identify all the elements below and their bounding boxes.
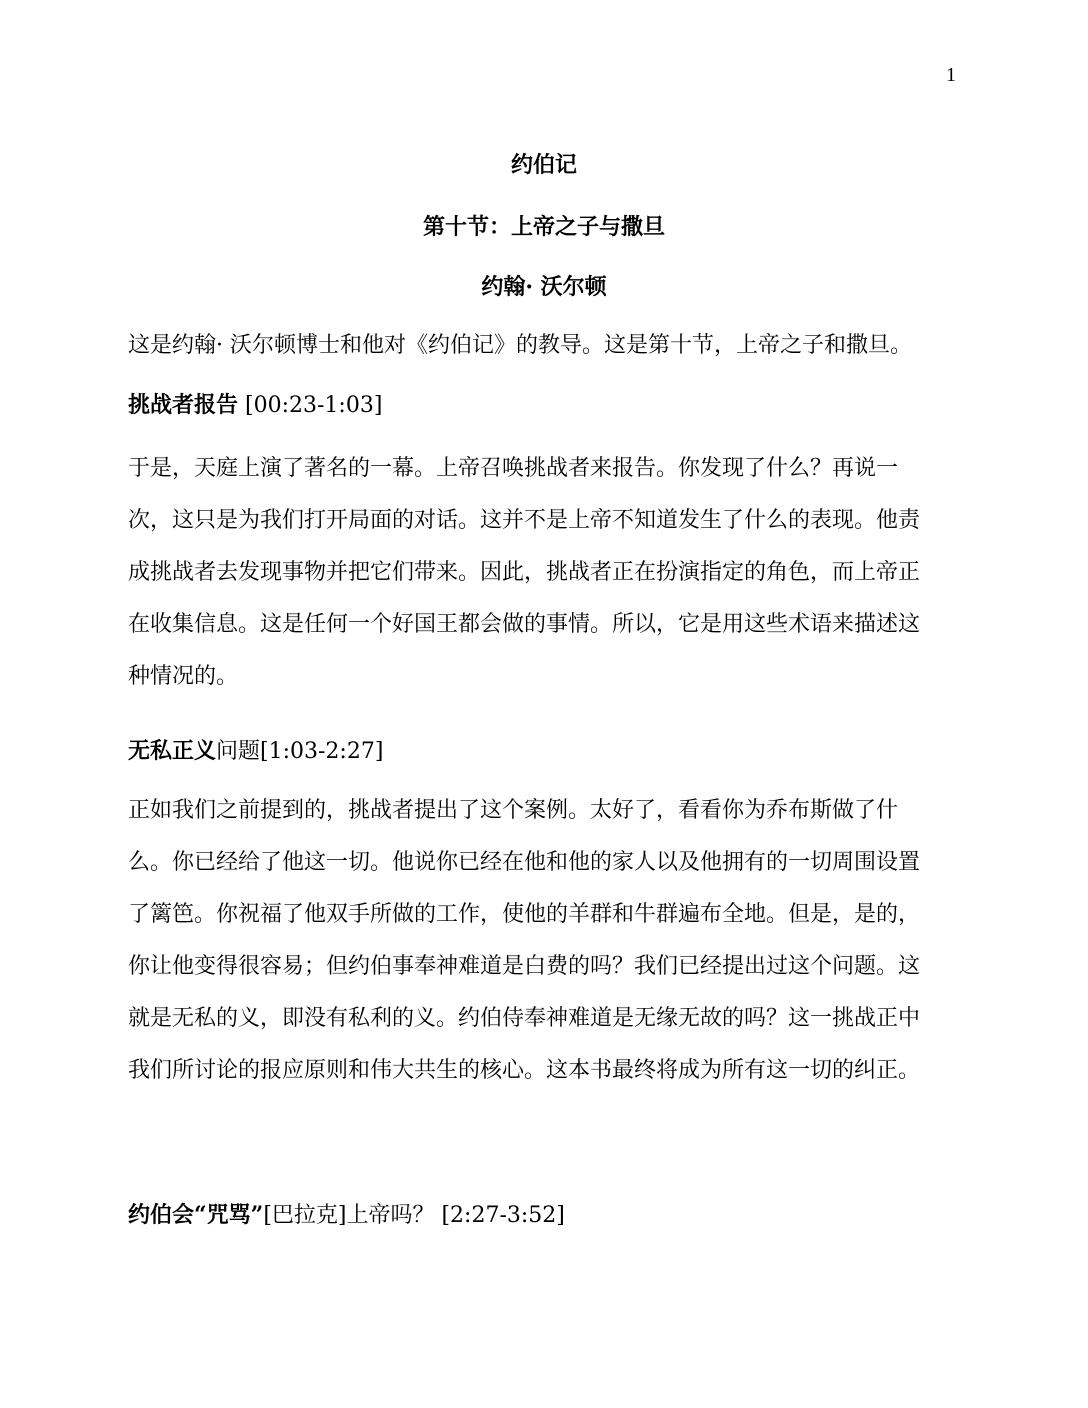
section-heading-timestamp: [00:23-1:03] <box>238 393 383 418</box>
document-author: 约翰· 沃尔顿 <box>481 274 607 300</box>
section-paragraph-challenger-report <box>128 443 964 703</box>
document-title: 约伯记 <box>510 152 577 178</box>
section-heading-timestamp: 问题[1:03-2:27] <box>216 739 384 764</box>
paragraph-line: 了篱笆。你祝福了他双手所做的工作，使他的羊群和牛群遍布全地。但是，是的， <box>128 902 921 927</box>
section-heading-disinterested-righteousness <box>128 734 383 765</box>
section-heading-curse-god <box>128 1198 565 1229</box>
paragraph-line: 么。你已经给了他这一切。他说你已经在他和他的家人以及他拥有的一切周围设置 <box>128 850 921 875</box>
section-heading-bold: 约伯会“咒骂” <box>128 1202 264 1228</box>
paragraph-line: 你让他变得很容易；但约伯事奉神难道是白费的吗？我们已经提出过这个问题。这 <box>128 954 921 979</box>
intro-paragraph: 这是约翰· 沃尔顿博士和他对《约伯记》的教导。这是第十节，上帝之子和撒旦。 <box>128 333 912 358</box>
paragraph-line: 于是，天庭上演了著名的一幕。上帝召唤挑战者来报告。你发现了什么？再说一 <box>128 456 899 481</box>
paragraph-line: 我们所讨论的报应原则和伟大共生的核心。这本书最终将成为所有这一切的纠正。 <box>128 1058 921 1083</box>
paragraph-line: 在收集信息。这是任何一个好国王都会做的事情。所以，它是用这些术语来描述这 <box>128 612 921 637</box>
section-paragraph-disinterested-righteousness <box>128 785 964 1097</box>
paragraph-line: 种情况的。 <box>128 664 239 689</box>
section-heading-timestamp: [巴拉克]上帝吗？ [2:27-3:52] <box>263 1203 565 1228</box>
section-heading-bold: 挑战者报告 <box>128 392 239 418</box>
paragraph-line: 次，这只是为我们打开局面的对话。这并不是上帝不知道发生了什么的表现。他责 <box>128 508 921 533</box>
section-heading-challenger-report <box>128 388 382 419</box>
paragraph-line: 正如我们之前提到的，挑战者提出了这个案例。太好了，看看你为乔布斯做了什 <box>128 798 899 823</box>
section-heading-bold: 无私正义 <box>128 738 217 764</box>
paragraph-line: 成挑战者去发现事物并把它们带来。因此，挑战者正在扮演指定的角色，而上帝正 <box>128 560 921 585</box>
paragraph-line: 就是无私的义，即没有私利的义。约伯侍奉神难道是无缘无故的吗？这一挑战正中 <box>128 1006 921 1031</box>
page-number: 1 <box>946 64 956 86</box>
document-subtitle: 第十节：上帝之子与撒旦 <box>422 214 665 240</box>
